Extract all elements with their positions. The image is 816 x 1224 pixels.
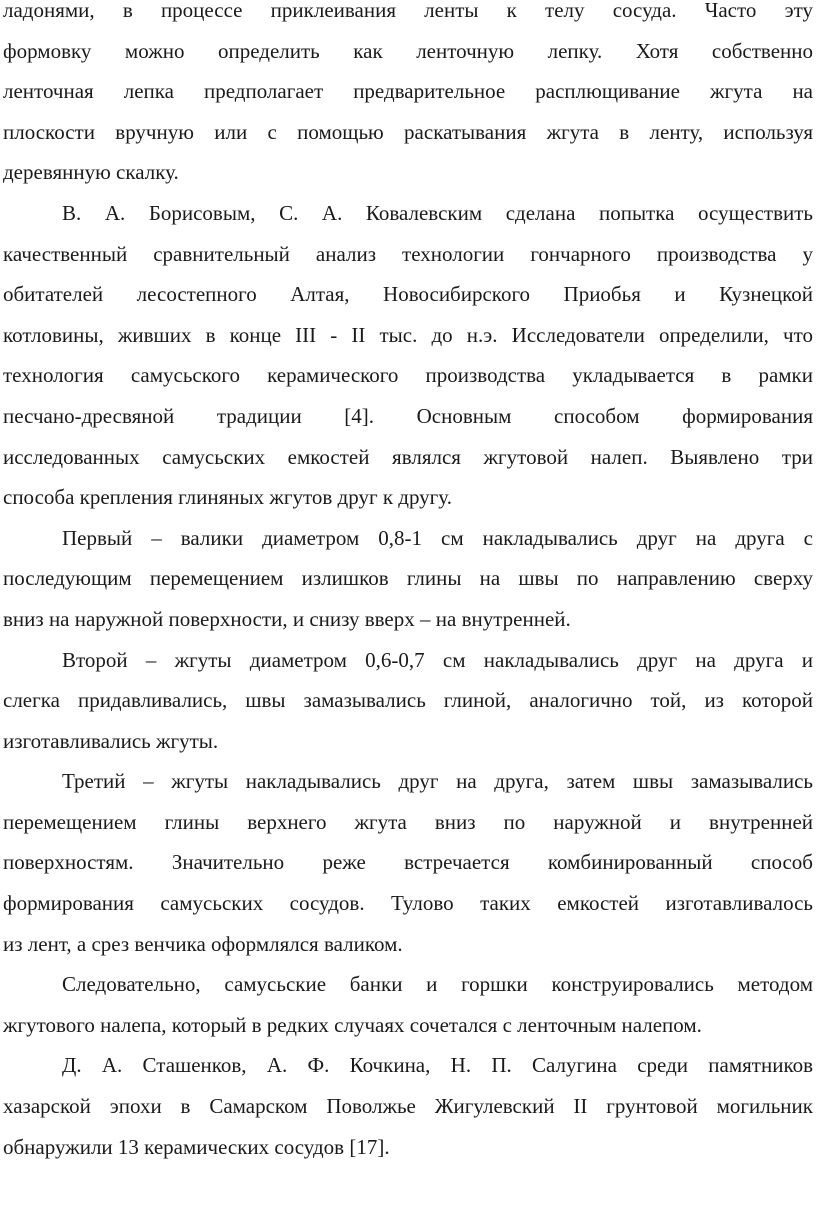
document-body: [3, 0, 813, 1167]
paragraph-4-line-2: слегка придавливались, швы замазывались глиной, аналогично той, из которой: [3, 688, 813, 713]
paragraph-1-line-1: ладонями, в процессе приклеивания ленты к телу сосуда. Часто эту: [3, 0, 813, 22]
paragraph-2-line-6: песчано-дресвяной традиции [4]. Основным способом формирования: [3, 403, 813, 428]
paragraph-5-line-1: Третий – жгуты накладывались друг на друга, затем швы замазывались: [62, 769, 813, 794]
paragraph-5-line-4: формирования самусьских сосудов. Тулово таких емкостей изготавливалось: [3, 891, 813, 916]
paragraph-3-line-2: последующим перемещением излишков глины на швы по направлению сверху: [3, 566, 813, 591]
paragraph-7-line-1: Д. А. Сташенков, А. Ф. Кочкина, Н. П. Салугина среди памятников: [62, 1053, 813, 1078]
paragraph-5-line-2: перемещением глины верхнего жгута вниз по наружной и внутренней: [3, 809, 813, 834]
paragraph-3-line-3: вниз на наружной поверхности, и снизу вверх – на внутренней.: [3, 606, 571, 631]
paragraph-6-line-1: Следовательно, самусьские банки и горшки конструировались методом: [62, 972, 813, 997]
paragraph-1-line-4: плоскости вручную или с помощью раскатывания жгута в ленту, используя: [3, 119, 813, 144]
paragraph-2-line-4: котловины, живших в конце III - II тыс. до н.э. Исследователи определили, что: [3, 322, 813, 347]
paragraph-1-line-3: ленточная лепка предполагает предварительное расплющивание жгута на: [3, 79, 813, 104]
paragraph-4-line-1: Второй – жгуты диаметром 0,6-0,7 см накладывались друг на друга и: [62, 647, 813, 672]
paragraph-2-line-2: качественный сравнительный анализ технологии гончарного производства у: [3, 241, 813, 266]
paragraph-1-line-2: формовку можно определить как ленточную лепку. Хотя собственно: [3, 38, 813, 63]
paragraph-2-line-3: обитателей лесостепного Алтая, Новосибирского Приобья и Кузнецкой: [3, 282, 813, 307]
paragraph-2-line-8: способа крепления глиняных жгутов друг к другу.: [3, 485, 452, 510]
paragraph-6-line-2: жгутового налепа, который в редких случаях сочетался с ленточным налепом.: [3, 1012, 702, 1037]
paragraph-5-line-3: поверхностям. Значительно реже встречается комбинированный способ: [3, 850, 813, 875]
paragraph-3-line-1: Первый – валики диаметром 0,8-1 см накладывались друг на друга с: [62, 525, 813, 550]
paragraph-4-line-3: изготавливались жгуты.: [3, 728, 219, 753]
paragraph-2-line-5: технология самусьского керамического производства укладывается в рамки: [3, 363, 813, 388]
paragraph-2-line-7: исследованных самусьских емкостей являлся жгутовой налеп. Выявлено три: [3, 444, 813, 469]
paragraph-7-line-3: обнаружили 13 керамических сосудов [17].: [3, 1134, 390, 1159]
paragraph-1-line-5: деревянную скалку.: [3, 160, 179, 185]
paragraph-7-line-2: хазарской эпохи в Самарском Поволжье Жигулевский II грунтовой могильник: [3, 1094, 813, 1119]
paragraph-2-line-1: В. А. Борисовым, С. А. Ковалевским сделана попытка осуществить: [62, 200, 813, 225]
paragraph-5-line-5: из лент, а срез венчика оформлялся валиком.: [3, 931, 403, 956]
